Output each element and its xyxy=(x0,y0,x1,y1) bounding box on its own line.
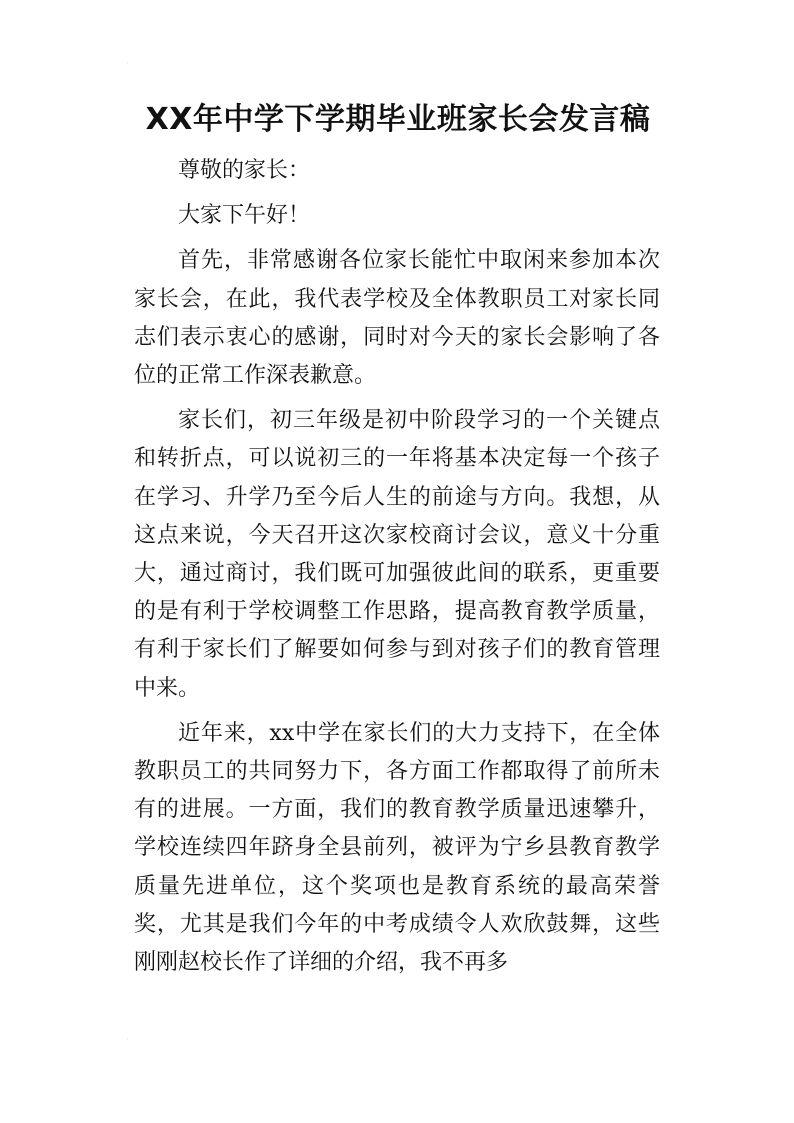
bottom-corner-mark: · xyxy=(126,1035,129,1044)
importance-paragraph: 家长们，初三年级是初中阶段学习的一个关键点和转折点，可以说初三的一年将基本决定每一个孩子在学习、升学乃至今后人生的前途与方向。我想，从这点来说，今天召开这次家校商讨会议，意义十分重大，通过商讨，我们既可加强彼此间的联系，更重要的是有利于学校调整工作思路，提高教育教学质量，有利于家长们了解要如何参与到对孩子们的教育管理中来。 xyxy=(134,408,660,701)
achievements-paragraph: 近年来，xx中学在家长们的大力支持下，在全体教职员工的共同努力下，各方面工作都取得了前所未有的进展。一方面，我们的教育教学质量迅速攀升，学校连续四年跻身全县前列，被评为宁乡县教育教学质量先进单位，这个奖项也是教育系统的最高荣誉奖，尤其是我们今年的中考成绩令人欢欣鼓舞，这些刚刚赵校长作了详细的介绍，我不再多 xyxy=(134,720,660,976)
top-corner-mark: · xyxy=(126,59,129,68)
greeting-paragraph: 尊敬的家长： xyxy=(178,158,311,183)
salutation-paragraph: 大家下午好！ xyxy=(178,203,311,229)
opening-paragraph: 首先，非常感谢各位家长能忙中取闲来参加本次家长会，在此，我代表学校及全体教职员工对家长同志们表示衷心的感谢，同时对今天的家长会影响了各位的正常工作深表歉意。 xyxy=(134,248,660,389)
document-title: XX年中学下学期毕业班家长会发言稿 xyxy=(145,102,651,137)
document-body xyxy=(134,152,660,982)
